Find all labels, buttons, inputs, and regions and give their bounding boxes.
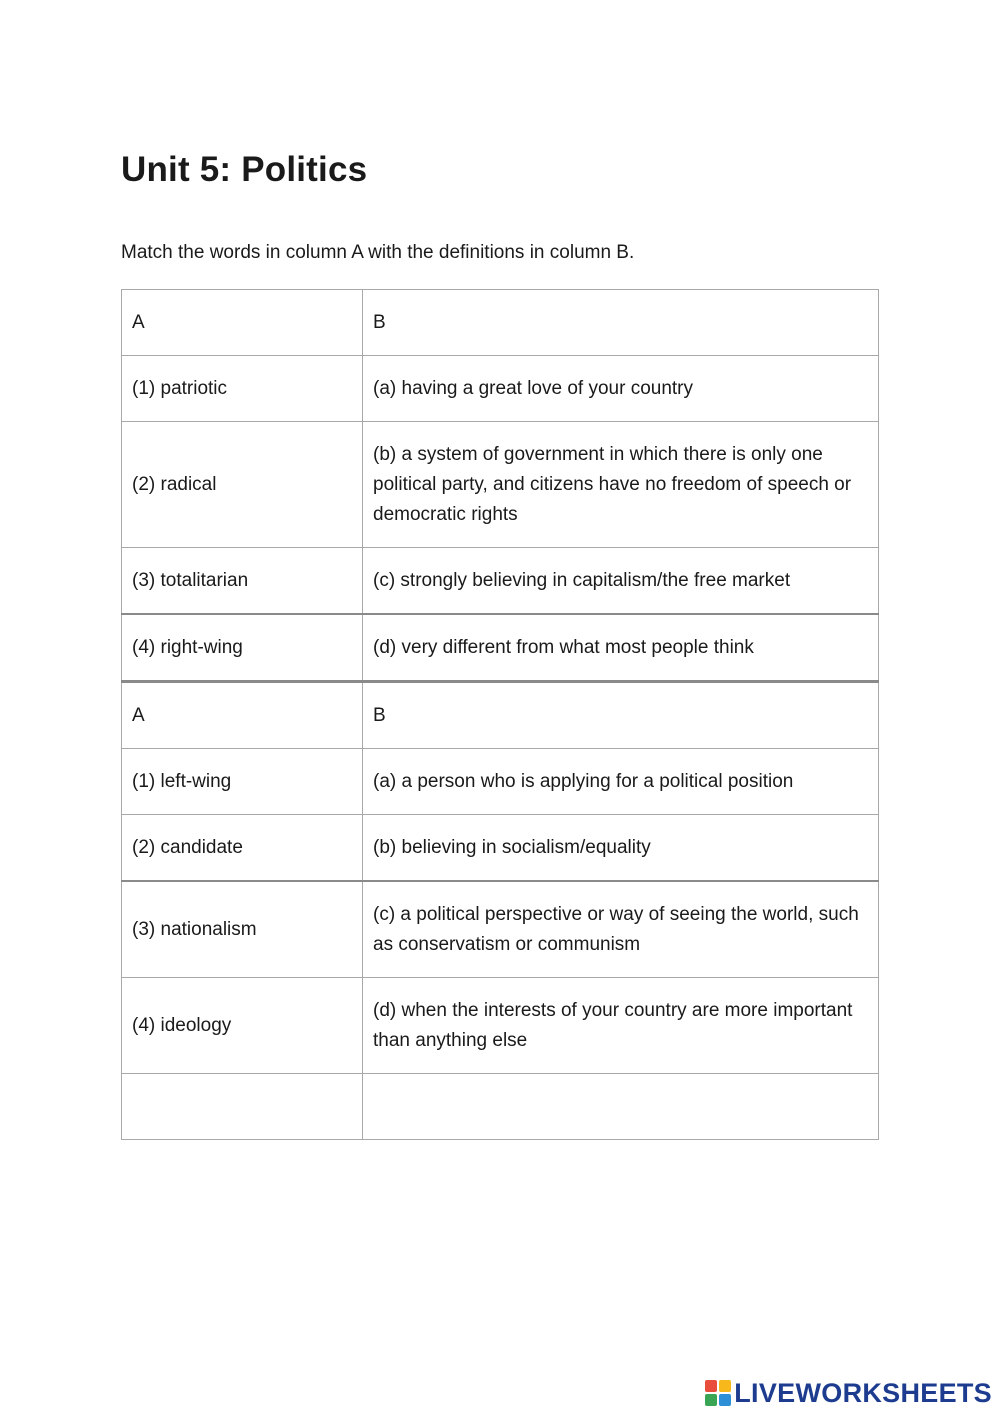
word-cell: (2) candidate bbox=[122, 815, 363, 882]
definition-cell: (b) believing in socialism/equality bbox=[363, 815, 879, 882]
table-row bbox=[122, 978, 879, 1074]
definition-cell: (c) a political perspective or way of seeing the world, such as conservatism or communism bbox=[363, 881, 879, 978]
definition-cell: (a) a person who is applying for a political position bbox=[363, 749, 879, 815]
word-cell: (4) right-wing bbox=[122, 614, 363, 682]
table-row bbox=[122, 548, 879, 615]
empty-cell bbox=[122, 1074, 363, 1140]
word-cell: (4) ideology bbox=[122, 978, 363, 1074]
liveworksheets-brand[interactable] bbox=[705, 1379, 992, 1407]
column-b-header: B bbox=[363, 682, 879, 749]
empty-cell bbox=[363, 1074, 879, 1140]
definition-cell: (d) when the interests of your country are more important than anything else bbox=[363, 978, 879, 1074]
definition-cell: (b) a system of government in which there is only one political party, and citizens have no freedom of speech or democratic rights bbox=[363, 422, 879, 548]
instructions-text: Match the words in column A with the definitions in column B. bbox=[121, 242, 635, 263]
definition-cell: (c) strongly believing in capitalism/the free market bbox=[363, 548, 879, 615]
table-row bbox=[122, 1074, 879, 1140]
page-title: Unit 5: Politics bbox=[121, 150, 368, 189]
column-a-header: A bbox=[122, 682, 363, 749]
definition-cell: (a) having a great love of your country bbox=[363, 356, 879, 422]
matching-table bbox=[121, 289, 879, 1140]
table-row bbox=[122, 881, 879, 978]
table-row bbox=[122, 290, 879, 356]
brand-wordmark: LIVEWORKSHEETS bbox=[734, 1377, 992, 1408]
table-row bbox=[122, 749, 879, 815]
definition-cell: (d) very different from what most people think bbox=[363, 614, 879, 682]
column-a-header: A bbox=[122, 290, 363, 356]
table-row bbox=[122, 682, 879, 749]
word-cell: (3) totalitarian bbox=[122, 548, 363, 615]
table-row bbox=[122, 815, 879, 882]
table-row bbox=[122, 614, 879, 682]
table-row bbox=[122, 422, 879, 548]
word-cell: (3) nationalism bbox=[122, 881, 363, 978]
table-row bbox=[122, 356, 879, 422]
column-b-header: B bbox=[363, 290, 879, 356]
word-cell: (2) radical bbox=[122, 422, 363, 548]
word-cell: (1) left-wing bbox=[122, 749, 363, 815]
liveworksheets-logo-icon bbox=[705, 1380, 731, 1406]
word-cell: (1) patriotic bbox=[122, 356, 363, 422]
